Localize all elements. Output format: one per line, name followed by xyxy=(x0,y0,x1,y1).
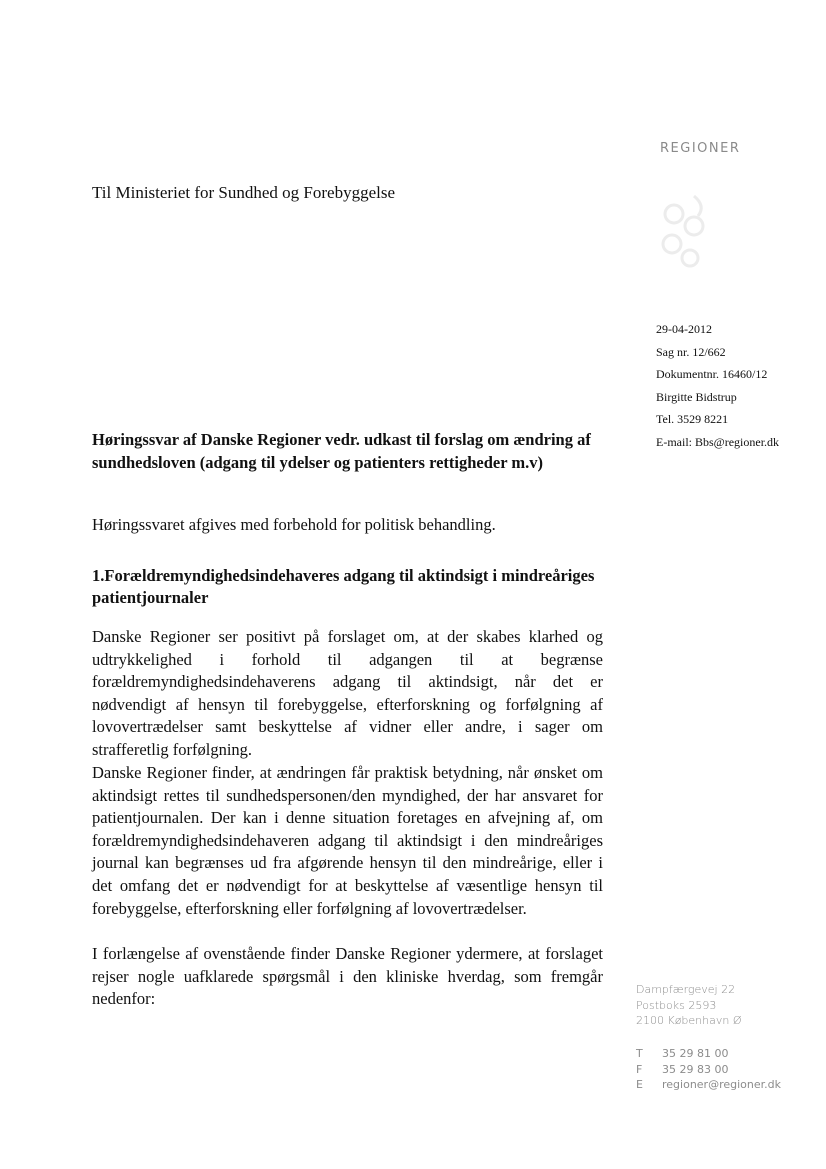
document-title: Høringssvar af Danske Regioner vedr. udkast til forslag om ændring af sundhedsloven (adgang til ydelser og patienters rettigheder m.v) xyxy=(92,430,591,472)
contact-person: Birgitte Bidstrup xyxy=(656,389,737,404)
reservation-note: Høringssvaret afgives med forbehold for politisk behandling. xyxy=(92,515,496,534)
address-city: 2100 København Ø xyxy=(636,1014,742,1027)
contact-email: E-mail: Bbs@regioner.dk xyxy=(656,434,780,449)
contact-value: 35 29 83 00 xyxy=(662,1062,729,1076)
contact-value: 35 29 81 00 xyxy=(662,1047,729,1060)
address-pobox: Postboks 2593 xyxy=(636,998,717,1012)
contact-label: F xyxy=(636,1062,643,1076)
organization-logo-text: REGIONER xyxy=(660,141,741,156)
contact-row-fax xyxy=(636,1062,781,1078)
contact-label: T xyxy=(636,1047,643,1060)
regioner-logo-icon xyxy=(654,186,712,276)
organization-address xyxy=(636,982,742,1029)
document-metadata xyxy=(656,318,779,453)
recipient-line: Til Ministeriet for Sundhed og Forebyggelse xyxy=(92,183,395,202)
body-paragraph: I forlængelse af ovenstående finder Danske Regioner ydermere, at forslaget rejser nogle uafklarede spørgsmål i den kliniske hverdag, som fremgår nedenfor: xyxy=(92,944,603,1009)
address-street: Dampfærgevej 22 xyxy=(636,983,736,996)
document-date: 29-04-2012 xyxy=(656,322,712,336)
contact-row-phone xyxy=(636,1046,781,1062)
contact-row-email xyxy=(636,1077,781,1093)
body-paragraph: Danske Regioner finder, at ændringen får praktisk betydning, når ønsket om aktindsigt rettes til sundhedspersonen/den myndighed, der har ansvaret for patientjournalen. Der kan i denne situation foretages en afvejning af, om forældremyndighedsindehaveren adgang til aktindsigt i den mindreåriges journal kan begrænses ud fra afgørende hensyn til den mindreårige, eller i det omfang det er nødvendigt for at beskyttelse af væsentlige hensyn til forebyggelse, efterforskning eller forfølgning af lovovertrædelser. xyxy=(92,763,603,918)
contact-phone: Tel. 3529 8221 xyxy=(656,412,729,426)
contact-label: E xyxy=(636,1078,643,1091)
body-paragraph: Danske Regioner ser positivt på forslaget om, at der skabes klarhed og udtrykkelighed i forhold til adgangen til at begrænse forældremyndighedsindehaverens adgang til aktindsigt, når det er nødvendigt af hensyn til forebyggelse, efterforskning og forfølgning af lovovertrædelser samt beskyttelse af vidner eller andre, i sager om strafferetlig forfølgning. xyxy=(92,627,603,759)
section-heading: 1.Forældremyndighedsindehaveres adgang til aktindsigt i mindreåriges patientjournaler xyxy=(92,566,595,607)
organization-contacts xyxy=(636,1046,781,1093)
document-number: Dokumentnr. 16460/12 xyxy=(656,367,768,381)
contact-value: regioner@regioner.dk xyxy=(662,1078,781,1091)
case-number: Sag nr. 12/662 xyxy=(656,344,726,359)
